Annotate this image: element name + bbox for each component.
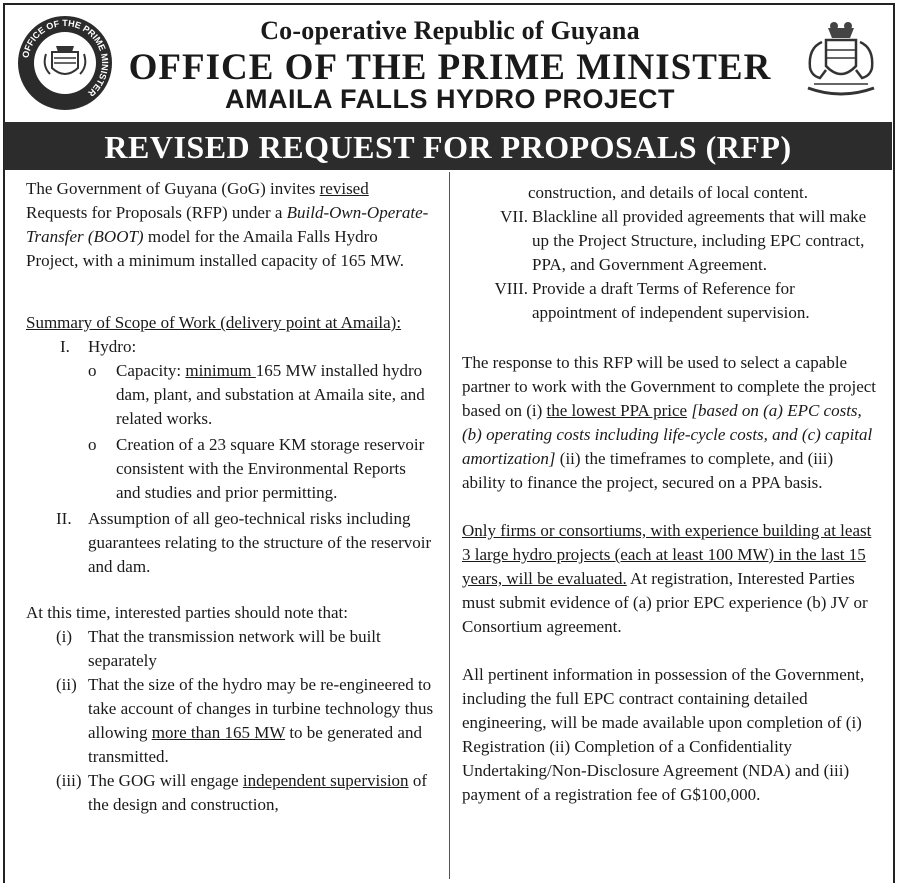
item-number: II. [56,509,72,528]
para-text: (ii) the timeframes to complete, and (iii) ability to finance the project, secured on a PPA basis. [462,449,834,492]
item-number: VIII. [494,279,528,298]
para-text: The response to this RFP will be used to select a capable partner to work with the Government to complete the project based on (i) [462,353,877,420]
intro-revised: revised [319,179,369,198]
lowest-ppa-price: the lowest PPA price [546,401,688,420]
note-text: That the transmission network will be built separately [88,627,381,670]
continued-text: construction, and details of local content. [528,183,808,202]
item-vii [462,205,876,277]
note-3 [26,769,434,817]
left-column [26,177,434,817]
bullet-text: 165 MW installed hydro dam, plant, and substation at Amaila site, and related works. [116,361,425,428]
note-text: to be generated and transmitted. [88,723,422,766]
seal-text: OFFICE OF THE PRIME MINISTER [20,17,111,99]
item-text: Assumption of all geo-technical risks including guarantees relating to the structure of the reservoir and dam. [88,509,432,576]
note-2 [26,673,434,769]
note-independent: independent supervision [242,771,409,790]
intro-text: Requests for Proposals (RFP) under a [26,203,287,222]
selection-paragraph [462,351,876,495]
coat-of-arms-icon [798,18,884,104]
office-title: OFFICE OF THE PRIME MINISTER [128,47,772,88]
note-more-than: more than 165 MW [151,723,286,742]
note-number: (iii) [56,771,82,790]
item-number: I. [60,337,70,356]
bullet-capacity [26,359,434,431]
information-paragraph: All pertinent information in possession of the Government, including the full EPC contract containing detailed engineering, will be made available upon completion of (i) Registration (ii) Completion of a Confidentiality Undertaking/Non-Disclosure Agreement (NDA) and (iii) payment of a registration fee of G$100,000. [462,665,865,804]
item-number: VII. [500,207,528,226]
para-text: At registration, Interested Parties must submit evidence of (a) prior EPC experience (b) JV or Consortium agreement. [462,569,868,636]
scope-item-2 [26,507,434,579]
note-number: (ii) [56,675,77,694]
bullet-mark: o [88,361,97,380]
scope-item-1 [26,335,434,359]
rfp-banner: REVISED REQUEST FOR PROPOSALS (RFP) [4,122,892,170]
intro-text: The Government of Guyana (GoG) invites [26,179,320,198]
item-text: Provide a draft Terms of Reference for appointment of independent supervision. [532,279,810,322]
note-number: (i) [56,627,73,646]
header [0,0,900,122]
bullet-mark: o [88,435,97,454]
intro-text: model for the Amaila Falls Hydro Project, with a minimum installed capacity of 165 MW. [26,227,405,270]
intro-boot: Build-Own-Operate-Transfer (BOOT) [26,203,429,246]
note-text: of the design and construction, [88,771,427,814]
right-column [462,181,876,807]
note-1 [26,625,434,673]
scope-heading: Summary of Scope of Work (delivery point at Amaila): [26,313,402,332]
country-name: Co-operative Republic of Guyana [260,16,640,45]
note-text: That the size of the hydro may be re-engineered to take account of changes in turbine technology thus allowing [88,675,434,742]
note-heading: At this time, interested parties should note that: [26,603,348,622]
project-title: AMAILA FALLS HYDRO PROJECT [224,84,675,114]
bullet-text: Capacity: [116,361,186,380]
item-text: Blackline all provided agreements that will make up the Project Structure, including EPC contract, PPA, and Government Agreement. [532,207,867,274]
intro-paragraph [26,177,434,273]
bullet-minimum: minimum [185,361,256,380]
para-italic: [based on (a) EPC costs, (b) operating costs including life-cycle costs, and (c) capital amortization] [462,401,873,468]
note-text: The GOG will engage [88,771,243,790]
column-divider [449,172,450,879]
bullet-reservoir [26,433,434,505]
eligibility-underlined: Only firms or consortiums, with experience building at least 3 large hydro projects (each at least 100 MW) in the last 15 years, will be evaluated. [462,521,872,588]
bullet-text: Creation of a 23 square KM storage reservoir consistent with the Environmental Reports and studies and prior permitting. [116,435,425,502]
item-label: Hydro: [88,337,137,356]
eligibility-paragraph [462,519,876,639]
item-viii [462,277,876,325]
